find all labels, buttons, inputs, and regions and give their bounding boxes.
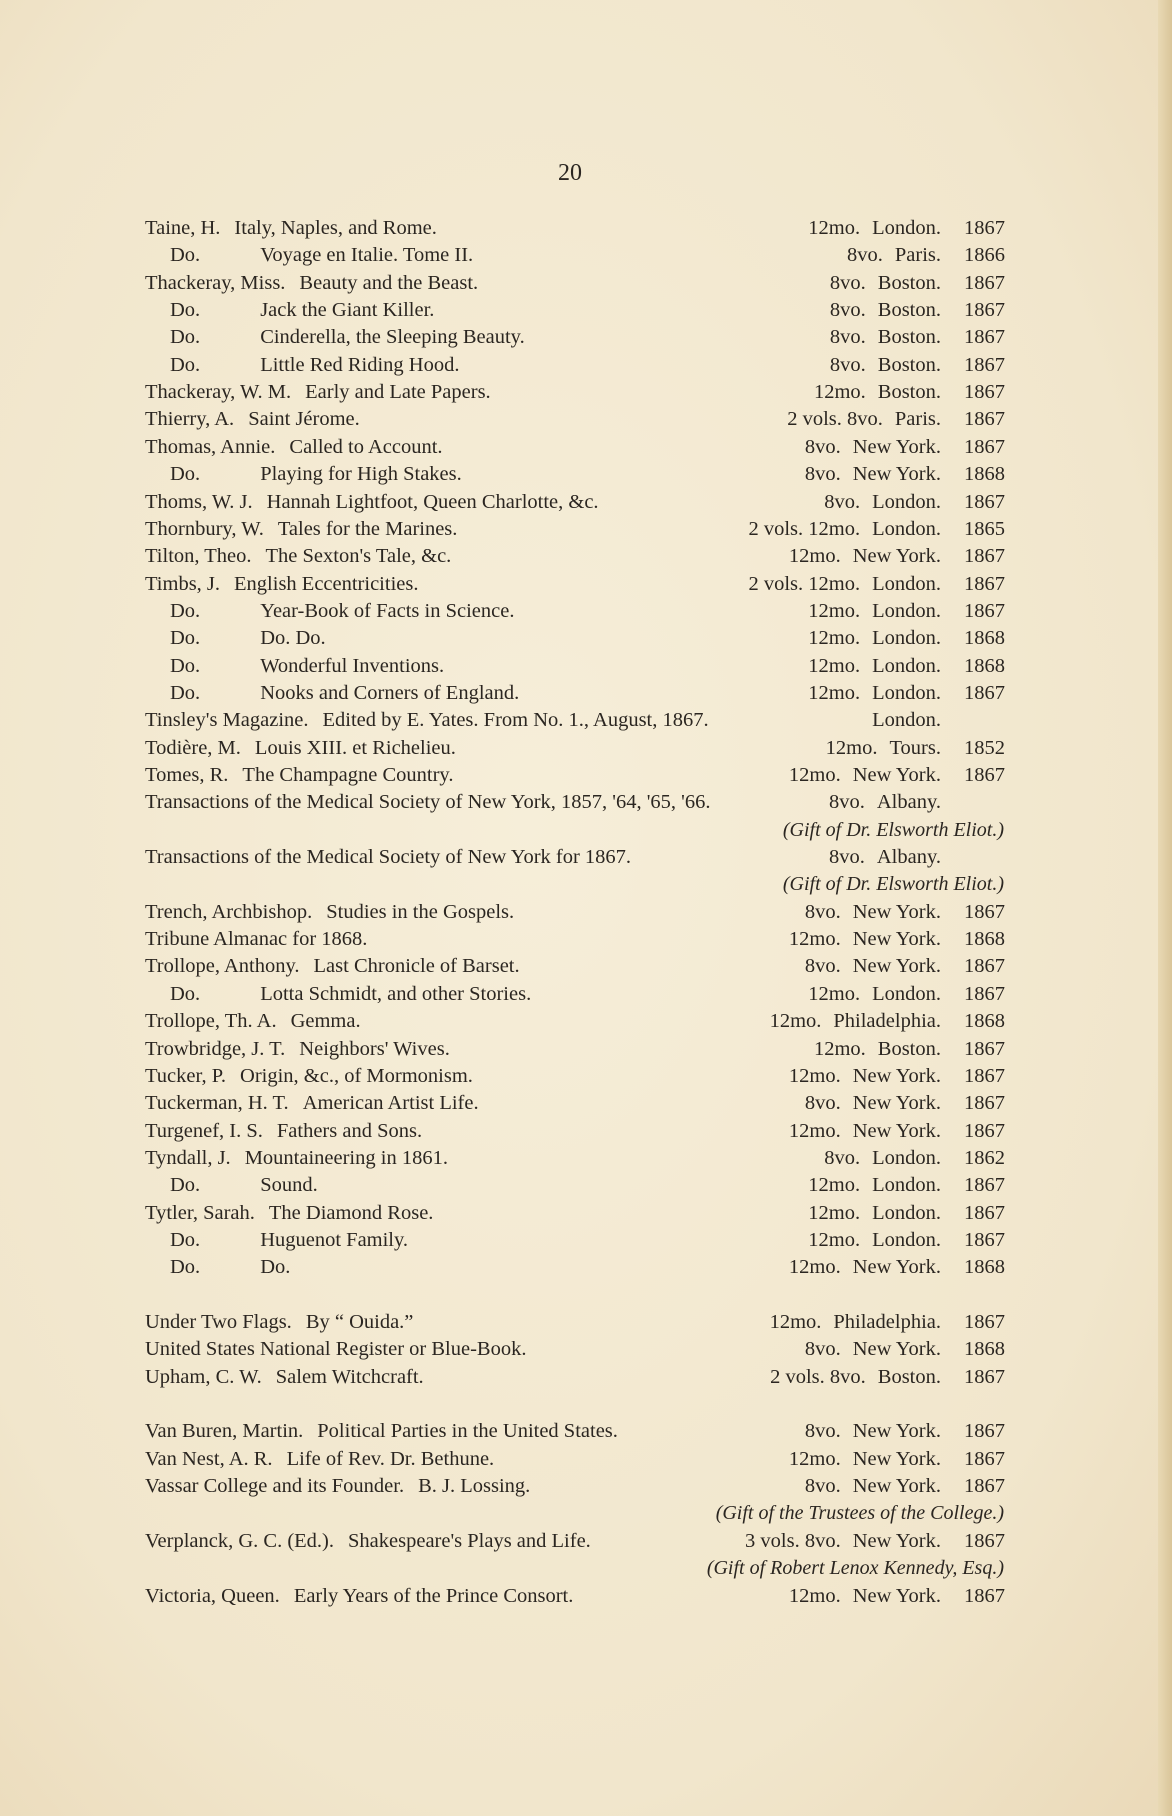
- entry-year: 1867: [964, 1584, 1005, 1607]
- entry-year: 1867: [964, 1174, 1005, 1197]
- entry-author: Thomas, Annie.: [145, 435, 276, 458]
- entry-title: American Artist Life.: [302, 1092, 479, 1115]
- entry-year: 1867: [964, 599, 1005, 622]
- entry-author: Do.: [170, 1228, 201, 1251]
- entry-year: 1867: [964, 490, 1005, 513]
- entry-title: Lotta Schmidt, and other Stories.: [260, 982, 532, 1005]
- entry-title: Hannah Lightfoot, Queen Charlotte, &c.: [266, 490, 599, 513]
- entry-title: Nooks and Corners of England.: [260, 681, 520, 704]
- entry-author: Trowbridge, J. T.: [145, 1037, 286, 1060]
- entry-place: London.: [872, 1174, 941, 1197]
- entry-format: 8vo.: [829, 353, 866, 376]
- entry-title: Gemma.: [290, 1010, 361, 1033]
- entry-year: 1867: [964, 435, 1005, 458]
- entry-title: Little Red Riding Hood.: [260, 353, 460, 376]
- entry-format: 8vo.: [847, 244, 883, 267]
- entry-year: 1867: [964, 1119, 1005, 1142]
- entry-author: Thornbury, W.: [145, 517, 264, 540]
- entry-place: Boston.: [877, 381, 941, 404]
- entry-place: Boston.: [877, 1365, 941, 1388]
- entry-author: Do.: [170, 463, 201, 486]
- entry-format: 8vo.: [804, 435, 841, 458]
- entry-title: Early Years of the Prince Consort.: [293, 1584, 574, 1607]
- entry-format: 12mo.: [769, 1010, 822, 1033]
- entry-place: New York.: [852, 1338, 941, 1361]
- entry-title: Early and Late Papers.: [305, 381, 491, 404]
- entry-title: Louis XIII. et Richelieu.: [254, 736, 456, 759]
- catalogue-entry: [145, 735, 1005, 762]
- entry-format: 12mo.: [808, 599, 861, 622]
- catalogue-entry: [145, 1118, 1005, 1145]
- entry-title: Shakespeare's Plays and Life.: [348, 1529, 591, 1552]
- entry-author: Thackeray, W. M.: [145, 381, 292, 404]
- entry-format: 12mo.: [808, 1174, 861, 1197]
- catalogue-entry: [145, 1008, 1005, 1035]
- entry-year: [953, 707, 1005, 734]
- catalogue-entry: [145, 981, 1005, 1008]
- entry-year: 1867: [964, 299, 1005, 322]
- entry-format: 12mo.: [808, 1228, 861, 1251]
- entry-year: 1868: [964, 1338, 1005, 1361]
- entry-year: 1867: [964, 381, 1005, 404]
- entry-year: 1867: [964, 408, 1005, 431]
- catalogue-entry: [145, 1583, 1005, 1610]
- catalogue-entry: [145, 1418, 1005, 1445]
- entry-place: London.: [872, 572, 941, 595]
- entry-author: Tomes, R.: [145, 764, 229, 786]
- entry-title: Edited by E. Yates. From No. 1., August, 1867.: [322, 709, 709, 732]
- catalogue-entry: [145, 707, 1005, 734]
- entry-place: Paris.: [894, 244, 941, 267]
- entry-place: New York.: [852, 463, 941, 486]
- entry-format: 8vo.: [824, 490, 861, 513]
- catalogue-entry: [145, 215, 1005, 242]
- entry-year: 1868: [964, 627, 1005, 650]
- entry-year: 1867: [964, 900, 1005, 923]
- entry-format: 12mo.: [788, 1119, 841, 1142]
- entry-title: Saint Jérome.: [248, 408, 360, 431]
- entry-year: [953, 844, 1005, 871]
- entry-author: Vassar College and its Founder.: [145, 1475, 405, 1498]
- entry-author: Taine, H.: [145, 217, 221, 239]
- entry-place: New York.: [852, 900, 941, 923]
- catalogue-entry: [145, 1036, 1005, 1063]
- catalogue-entry: [145, 680, 1005, 707]
- entry-author: Van Nest, A. R.: [145, 1447, 273, 1470]
- catalogue-entry: [145, 926, 1005, 953]
- entry-title: Do.: [260, 1256, 291, 1279]
- entry-title: Voyage en Italie. Tome II.: [260, 244, 474, 267]
- entry-format: 12mo.: [808, 654, 861, 677]
- entry-place: New York.: [852, 1529, 941, 1552]
- entry-title: Fathers and Sons.: [276, 1119, 423, 1142]
- entry-title: Huguenot Family.: [260, 1228, 409, 1251]
- entry-title: Called to Account.: [289, 435, 443, 458]
- entry-title: Sound.: [260, 1174, 318, 1197]
- entry-title: Beauty and the Beast.: [299, 271, 479, 294]
- entry-year: 1867: [964, 1365, 1005, 1388]
- entry-place: New York.: [852, 1447, 941, 1470]
- page-edge: [1158, 0, 1172, 1816]
- entry-author: Trollope, Anthony.: [145, 955, 300, 978]
- entry-place: London.: [872, 217, 941, 239]
- entry-format: 12mo.: [788, 1584, 841, 1607]
- entry-place: London.: [872, 681, 941, 704]
- entry-title: Political Parties in the United States.: [317, 1420, 618, 1443]
- entry-format: 8vo.: [804, 1338, 841, 1361]
- catalogue-entry: [145, 1254, 1005, 1281]
- gift-note: (Gift of Dr. Elsworth Eliot.): [782, 818, 1004, 841]
- entry-format: 12mo.: [788, 545, 841, 568]
- catalogue-entry: [145, 352, 1005, 379]
- entry-format: 8vo.: [804, 955, 841, 978]
- entry-author: Do.: [170, 982, 201, 1005]
- entry-author: Tuckerman, H. T.: [145, 1092, 289, 1115]
- entry-place: Philadelphia.: [833, 1311, 941, 1333]
- entry-year: 1867: [964, 271, 1005, 294]
- entry-place: Boston.: [877, 271, 941, 294]
- entry-format: 8vo.: [804, 463, 841, 486]
- entry-author: Do.: [170, 244, 201, 267]
- page-number: 20: [558, 160, 582, 186]
- entry-title: Do. Do.: [260, 627, 326, 650]
- entry-author: Trench, Archbishop.: [145, 900, 313, 923]
- entry-place: London.: [872, 982, 941, 1005]
- entry-place: London.: [872, 1228, 941, 1251]
- entry-year: 1867: [964, 982, 1005, 1005]
- entry-format: 8vo.: [828, 846, 865, 869]
- entry-format: 12mo.: [788, 928, 841, 951]
- catalogue-entry: [145, 625, 1005, 652]
- entry-place: Boston.: [877, 299, 941, 322]
- entry-year: 1867: [964, 353, 1005, 376]
- entry-author: Do.: [170, 599, 201, 622]
- entry-author: Do.: [170, 1174, 201, 1197]
- entry-year: 1865: [964, 517, 1005, 540]
- entry-title: By “ Ouida.”: [305, 1311, 414, 1333]
- catalogue-entry: [145, 762, 1005, 789]
- entry-title: Year-Book of Facts in Science.: [260, 599, 515, 622]
- catalogue-entry: [145, 1309, 1005, 1336]
- catalogue-entry: [145, 406, 1005, 433]
- entry-place: London.: [872, 1146, 941, 1169]
- entry-place: New York.: [852, 1092, 941, 1115]
- entry-author: Do.: [170, 1256, 201, 1279]
- catalogue-entry: [145, 242, 1005, 269]
- entry-format: 12mo.: [813, 381, 866, 404]
- entry-place: London.: [872, 599, 941, 622]
- entry-place: New York.: [852, 1256, 941, 1279]
- catalogue-entry: [145, 899, 1005, 926]
- entry-place: Boston.: [877, 353, 941, 376]
- entry-title: Origin, &c., of Mormonism.: [240, 1064, 473, 1087]
- entry-title: B. J. Lossing.: [418, 1475, 531, 1498]
- catalogue-entry: [145, 571, 1005, 598]
- catalogue-entry: [145, 844, 1005, 871]
- entry-year: 1867: [964, 1529, 1005, 1552]
- entry-title: The Sexton's Tale, &c.: [265, 545, 452, 568]
- entry-format: 8vo.: [824, 1146, 861, 1169]
- entry-year: 1868: [964, 928, 1005, 951]
- catalogue-entry: [145, 489, 1005, 516]
- entry-format: 8vo.: [829, 326, 866, 349]
- entry-author: Transactions of the Medical Society of New York for 1867.: [145, 846, 632, 869]
- catalogue-entry: [145, 379, 1005, 406]
- entry-place: Albany.: [876, 846, 941, 869]
- entry-author: Tytler, Sarah.: [145, 1201, 255, 1224]
- entry-place: London.: [872, 627, 941, 650]
- entry-author: Turgenef, I. S.: [145, 1119, 263, 1142]
- entry-year: 1867: [964, 681, 1005, 704]
- catalogue-entry: [145, 1473, 1005, 1500]
- gift-note: (Gift of the Trustees of the College.): [715, 1502, 1004, 1525]
- entry-author: Under Two Flags.: [145, 1311, 292, 1333]
- entry-title: Cinderella, the Sleeping Beauty.: [260, 326, 525, 349]
- entry-author: Thackeray, Miss.: [145, 271, 286, 294]
- entry-format: 12mo.: [788, 1447, 841, 1470]
- entry-year: 1867: [964, 764, 1005, 786]
- entry-author: Do.: [170, 627, 201, 650]
- entry-author: Van Buren, Martin.: [145, 1420, 304, 1443]
- entry-format: 8vo.: [804, 1475, 841, 1498]
- entry-format: 8vo.: [829, 271, 866, 294]
- entry-author: Todière, M.: [145, 736, 241, 759]
- entry-place: New York.: [852, 1420, 941, 1443]
- entry-year: 1866: [964, 244, 1005, 267]
- entry-author: Do.: [170, 654, 201, 677]
- entry-title: Last Chronicle of Barset.: [313, 955, 520, 978]
- entry-place: Tours.: [889, 736, 941, 759]
- entry-place: London.: [872, 490, 941, 513]
- catalogue-entry: [145, 1063, 1005, 1090]
- entry-author: Do.: [170, 353, 201, 376]
- entry-year: 1852: [964, 736, 1005, 759]
- entry-year: 1867: [964, 1420, 1005, 1443]
- entry-year: 1867: [964, 1092, 1005, 1115]
- entry-format: 2 vols. 12mo.: [748, 517, 861, 540]
- entry-title: Italy, Naples, and Rome.: [234, 217, 437, 239]
- entry-author: Do.: [170, 326, 201, 349]
- entry-title: The Champagne Country.: [242, 764, 454, 786]
- entry-place: New York.: [852, 764, 941, 786]
- entry-title: Playing for High Stakes.: [260, 463, 462, 486]
- entry-place: New York.: [852, 1475, 941, 1498]
- catalogue-entry: [145, 1336, 1005, 1363]
- catalogue-entry: [145, 516, 1005, 543]
- entry-place: Boston.: [877, 326, 941, 349]
- entry-year: 1867: [964, 1064, 1005, 1087]
- entry-year: 1867: [964, 1201, 1005, 1224]
- entry-format: 2 vols. 12mo.: [748, 572, 861, 595]
- entry-place: New York.: [852, 955, 941, 978]
- entry-format: 8vo.: [804, 1092, 841, 1115]
- catalogue-entry: [145, 270, 1005, 297]
- entry-format: 12mo.: [788, 764, 841, 786]
- entry-format: 8vo.: [804, 900, 841, 923]
- entry-author: Trollope, Th. A.: [145, 1010, 277, 1033]
- entry-place: Philadelphia.: [833, 1010, 941, 1033]
- entry-place: New York.: [852, 1064, 941, 1087]
- entry-title: Life of Rev. Dr. Bethune.: [286, 1447, 495, 1470]
- entry-format: 12mo.: [808, 217, 861, 239]
- entry-title: Neighbors' Wives.: [299, 1037, 450, 1060]
- entry-author: Upham, C. W.: [145, 1365, 262, 1388]
- entry-place: Paris.: [894, 408, 941, 431]
- entry-year: 1868: [964, 1256, 1005, 1279]
- entry-year: 1867: [964, 1037, 1005, 1060]
- entry-format: 12mo.: [825, 736, 878, 759]
- catalogue-entry: [145, 461, 1005, 488]
- catalogue-entry: [145, 1200, 1005, 1227]
- entry-year: 1867: [964, 955, 1005, 978]
- catalogue-entry: [145, 653, 1005, 680]
- entry-year: 1867: [964, 1447, 1005, 1470]
- entry-author: Thierry, A.: [145, 408, 235, 431]
- entry-format: 12mo.: [808, 982, 861, 1005]
- entry-title: Jack the Giant Killer.: [260, 299, 435, 322]
- entry-place: Boston.: [877, 1037, 941, 1060]
- entry-format: 8vo.: [828, 791, 865, 814]
- entry-title: Tales for the Marines.: [277, 517, 458, 540]
- entry-year: 1868: [964, 1010, 1005, 1033]
- entry-title: Studies in the Gospels.: [326, 900, 515, 923]
- entry-format: 12mo.: [813, 1037, 866, 1060]
- entry-year: 1867: [964, 217, 1005, 239]
- entry-format: 12mo.: [788, 1256, 841, 1279]
- entry-format: 12mo.: [808, 1201, 861, 1224]
- entry-place: London.: [872, 709, 941, 732]
- catalogue-entry: [145, 953, 1005, 980]
- catalogue-entry: [145, 1446, 1005, 1473]
- entry-year: 1867: [964, 1311, 1005, 1333]
- entry-author: Verplanck, G. C. (Ed.).: [145, 1529, 335, 1552]
- entry-title: Salem Witchcraft.: [275, 1365, 424, 1388]
- entry-author: Tucker, P.: [145, 1064, 227, 1087]
- entry-title: Mountaineering in 1861.: [244, 1146, 448, 1169]
- entry-author: Tribune Almanac for 1868.: [145, 928, 368, 951]
- entry-title: The Diamond Rose.: [268, 1201, 434, 1224]
- catalogue-entry: [145, 1528, 1005, 1555]
- catalogue-entry: [145, 789, 1005, 816]
- entry-format: 12mo.: [808, 627, 861, 650]
- entry-place: New York.: [852, 1119, 941, 1142]
- catalogue-entry: [145, 1145, 1005, 1172]
- catalogue-entry: [145, 1172, 1005, 1199]
- entry-year: 1862: [964, 1146, 1005, 1169]
- catalogue-entry: [145, 1227, 1005, 1254]
- entry-author: Transactions of the Medical Society of New York, 1857, '64, '65, '66.: [145, 791, 711, 814]
- entry-format: 12mo.: [788, 1064, 841, 1087]
- entry-format: 8vo.: [804, 1420, 841, 1443]
- entry-place: New York.: [852, 1584, 941, 1607]
- entry-year: 1867: [964, 1228, 1005, 1251]
- catalogue-entry: [145, 1090, 1005, 1117]
- entry-year: 1867: [964, 326, 1005, 349]
- catalogue-entry: [145, 324, 1005, 351]
- entry-year: 1868: [964, 654, 1005, 677]
- entry-author: Victoria, Queen.: [145, 1584, 280, 1607]
- catalogue-entry: [145, 297, 1005, 324]
- entry-year: 1868: [964, 463, 1005, 486]
- catalogue-entry: [145, 1364, 1005, 1391]
- entry-format: 2 vols. 8vo.: [770, 1365, 866, 1388]
- entry-format: 3 vols. 8vo.: [745, 1529, 841, 1552]
- entry-author: Do.: [170, 681, 201, 704]
- entry-year: 1867: [964, 572, 1005, 595]
- entry-title: English Eccentricities.: [234, 572, 419, 595]
- entry-author: Timbs, J.: [145, 572, 221, 595]
- entry-author: Tinsley's Magazine.: [145, 709, 309, 732]
- entry-year: [953, 789, 1005, 816]
- entry-place: London.: [872, 1201, 941, 1224]
- entry-place: New York.: [852, 928, 941, 951]
- entry-format: 2 vols. 8vo.: [787, 408, 883, 431]
- entry-place: New York.: [852, 435, 941, 458]
- entry-format: 12mo.: [769, 1311, 822, 1333]
- gift-note: (Gift of Dr. Elsworth Eliot.): [782, 873, 1004, 896]
- entry-place: New York.: [852, 545, 941, 568]
- entry-author: Do.: [170, 299, 201, 322]
- entry-author: United States National Register or Blue-Book.: [145, 1338, 527, 1361]
- entry-place: Albany.: [876, 791, 941, 814]
- entry-place: London.: [872, 517, 941, 540]
- entry-year: 1867: [964, 545, 1005, 568]
- entry-format: 8vo.: [829, 299, 866, 322]
- catalogue-entry: [145, 543, 1005, 570]
- catalogue-entry: [145, 434, 1005, 461]
- entry-format: 12mo.: [808, 681, 861, 704]
- entry-author: Tilton, Theo.: [145, 545, 252, 568]
- entry-author: Thoms, W. J.: [145, 490, 253, 513]
- gift-note: (Gift of Robert Lenox Kennedy, Esq.): [706, 1557, 1004, 1580]
- entry-author: Tyndall, J.: [145, 1146, 231, 1169]
- entry-place: London.: [872, 654, 941, 677]
- entry-title: Wonderful Inventions.: [260, 654, 445, 677]
- entry-year: 1867: [964, 1475, 1005, 1498]
- catalogue-entry: [145, 598, 1005, 625]
